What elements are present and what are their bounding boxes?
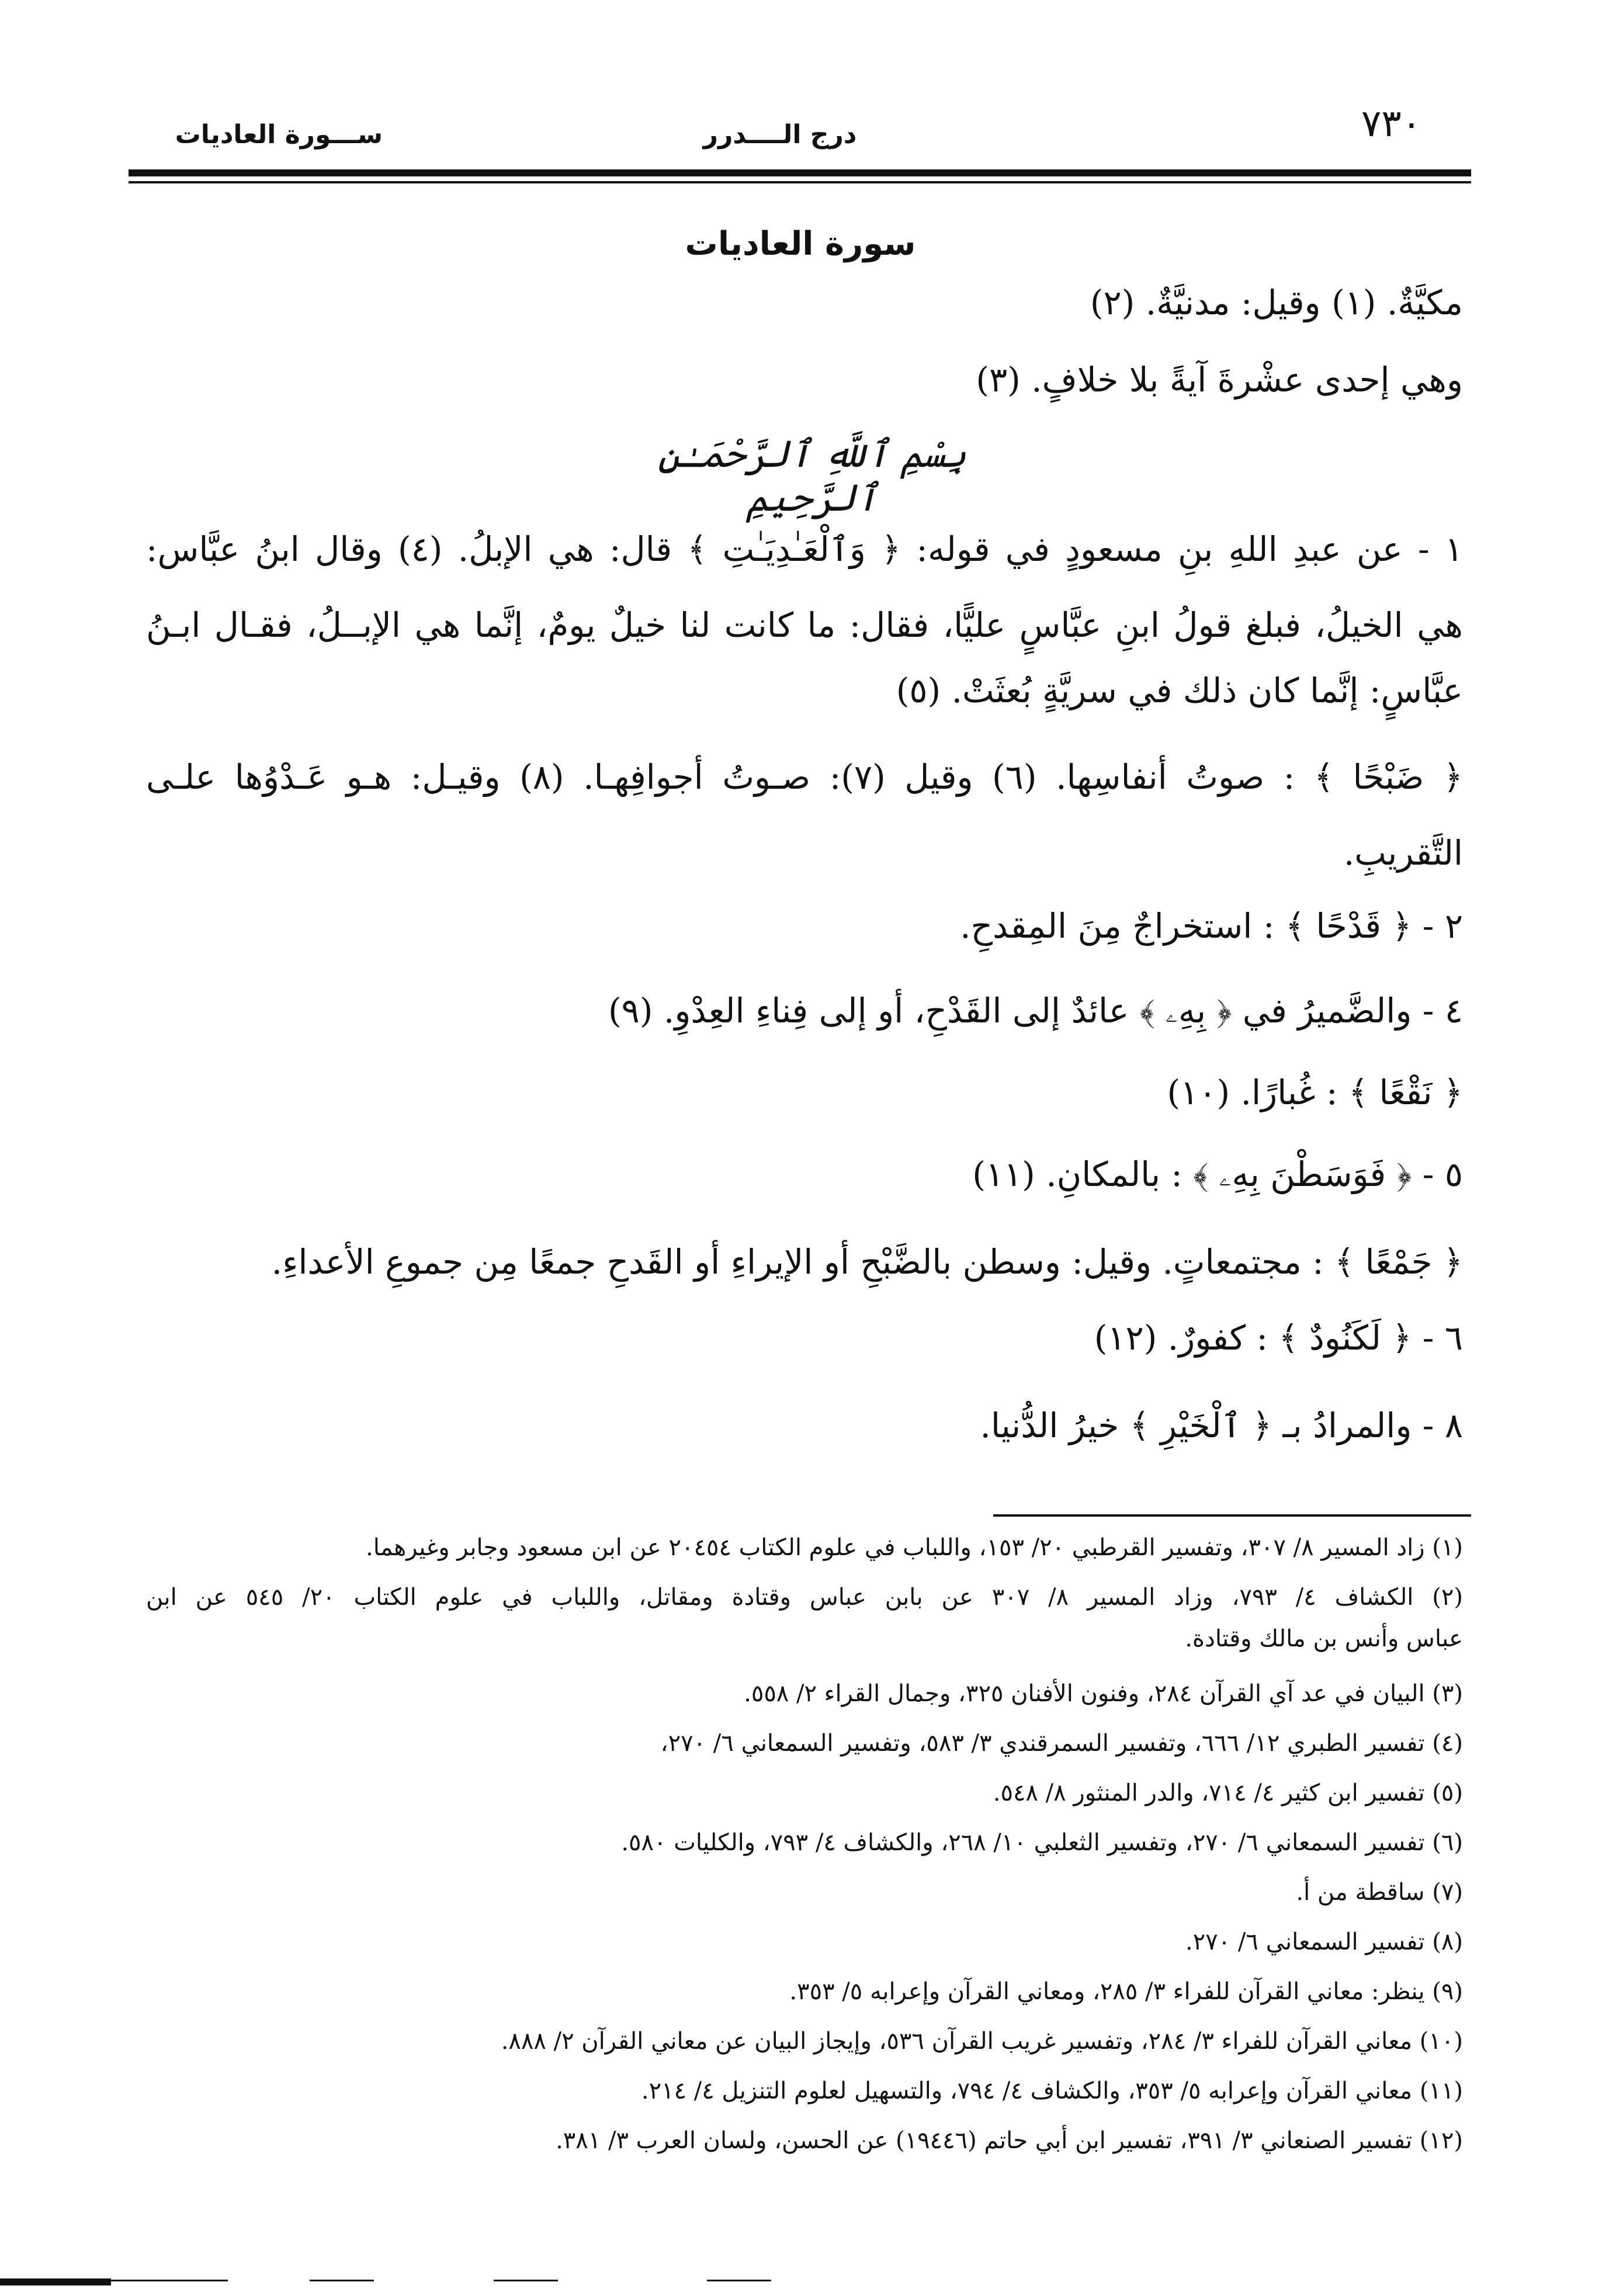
verse-4-note: ٤ - والضَّميرُ في ﴿ بِهِۦ ﴾ عائدٌ إلى القَدْحِ، أو إلى فِناءِ العِدْوِ. (٩) [608,991,1463,1031]
scan-edge-line [111,2280,228,2281]
footnote-8: (٨) تفسير السمعاني ٦/ ٢٧٠. [1185,1929,1463,1955]
footnote-2-line-1: (٢) الكشاف ٤/ ٧٩٣، وزاد المسير ٨/ ٣٠٧ عن بابن عباس وقتادة ومقاتل، واللباب في علوم الكتاب ٢٠/ ٥٤٥ عن ابن [146,1584,1463,1611]
paragraph-1-line-3: عبَّاسٍ: إنَّما كان ذلك في سريَّةٍ بُعثَتْ. (٥) [896,671,1463,710]
footnote-12: (١٢) تفسير الصنعاني ٣/ ٣٩١، تفسير ابن أبي حاتم (١٩٤٤٦) عن الحسن، ولسان العرب ٣/ ٣٨١. [556,2127,1463,2154]
verse-2-note: ٢ - ﴿ قَدْحًا ﴾ : استخراجٌ مِنَ المِقدحِ. [960,906,1463,946]
scan-edge-mark [0,2278,111,2285]
header-rule-thin [129,181,1471,183]
jaman-note: ﴿ جَمْعًا ﴾ : مجتمعاتٍ. وقيل: وسطن بالضَّبْحِ أو الإيراءِ أو القَدحِ جمعًا مِن جموعِ الأعداءِ. [271,1242,1463,1282]
verse-6-note: ٦ - ﴿ لَكَنُودٌ ﴾ : كفورٌ. (١٢) [1094,1318,1463,1358]
footnote-10: (١٠) معاني القرآن للفراء ٣/ ٢٨٤، وتفسير غريب القرآن ٥٣٦، وإيجاز البيان عن معاني القرآن ٢/ ٨٨٨. [501,2028,1463,2055]
footnote-6: (٦) تفسير السمعاني ٦/ ٢٧٠، وتفسير الثعلبي ١٠/ ٢٦٨، والكشاف ٤/ ٧٩٣، والكليات ٥٨٠. [621,1829,1463,1856]
footnote-separator [993,1514,1471,1517]
paragraph-1-line-2: هي الخيلُ، فبلغ قولُ ابنِ عبَّاسٍ عليًّا، فقال: ما كانت لنا خيلٌ يومٌ، إنَّما هي الإبــلُ، فقـال ابـنُ [146,605,1464,645]
footnote-3: (٣) البيان في عد آي القرآن ٢٨٤، وفنون الأفنان ٣٢٥، وجمال القراء ٢/ ٥٥٨. [744,1680,1463,1707]
basmala: بِسْمِ ٱللَّهِ ٱلرَّحْمَـٰنِ ٱلرَّحِيمِ [657,433,967,520]
verse-8-note: ٨ - والمرادُ بـ ﴿ ٱلْخَيْرِ ﴾ خيرُ الدُّنيا. [980,1406,1463,1445]
footnote-11: (١١) معاني القرآن وإعرابه ٥/ ٣٥٣، والكشاف ٤/ ٧٩٤، والتسهيل لعلوم التنزيل ٤/ ٢١٤. [641,2078,1463,2104]
intro-line-1: مكيَّةٌ. (١) وقيل: مدنيَّةٌ. (٢) [1090,283,1463,322]
footnote-1: (١) زاد المسير ٨/ ٣٠٧، وتفسير القرطبي ٢٠/ ١٥٣، واللباب في علوم الكتاب ٢٠٤٥٤ عن ابن مسعود وجابر وغيرهما. [366,1534,1463,1561]
running-book-title: درج الــــدرر [703,120,857,150]
footnote-7: (٧) ساقطة من أ. [1296,1879,1463,1906]
paragraph-2-line-1: ﴿ ضَبْحًا ﴾ : صوتُ أنفاسِها. (٦) وقيل (٧): صـوتُ أجوافِهـا. (٨) وقيـل: هـو عَـدْوُها علـى [146,757,1463,797]
scan-edge-line [707,2280,771,2281]
naqan-note: ﴿ نَقْعًا ﴾ : غُبارًا. (١٠) [1167,1073,1463,1112]
surah-title: سورة العاديات [685,225,916,263]
footnote-2-line-2: عباس وأنس بن مالك وقتادة. [1185,1625,1463,1652]
footnote-5: (٥) تفسير ابن كثير ٤/ ٧١٤، والدر المنثور ٨/ ٥٤٨. [993,1780,1463,1806]
running-surah-name: ســـورة العاديات [175,120,383,150]
footnote-4: (٤) تفسير الطبري ١٢/ ٦٦٦، وتفسير السمرقندي ٣/ ٥٨٣، وتفسير السمعاني ٦/ ٢٧٠، [660,1730,1463,1757]
page-number: ٧٣٠ [1361,102,1422,145]
footnote-9: (٩) ينظر: معاني القرآن للفراء ٣/ ٢٨٥، ومعاني القرآن وإعرابه ٥/ ٣٥٣. [789,1978,1463,2005]
header-rule-thick [129,169,1471,176]
scan-edge-line [494,2280,558,2281]
paragraph-2-line-2: التَّقريبِ. [1343,833,1463,873]
verse-5-note: ٥ - ﴿ فَوَسَطْنَ بِهِۦ ﴾ : بالمكانِ. (١١) [972,1154,1463,1194]
scan-edge-line [310,2280,374,2281]
paragraph-1-line-1: ١ - عن عبدِ اللهِ بنِ مسعودٍ في قوله: ﴿ وَٱلْعَـٰدِيَـٰتِ ﴾ قال: هي الإبلُ. (٤) وقال ابنُ عبَّاس: [146,529,1464,569]
intro-line-2: وهي إحدى عشْرةَ آيةً بلا خلافٍ. (٣) [976,360,1463,400]
